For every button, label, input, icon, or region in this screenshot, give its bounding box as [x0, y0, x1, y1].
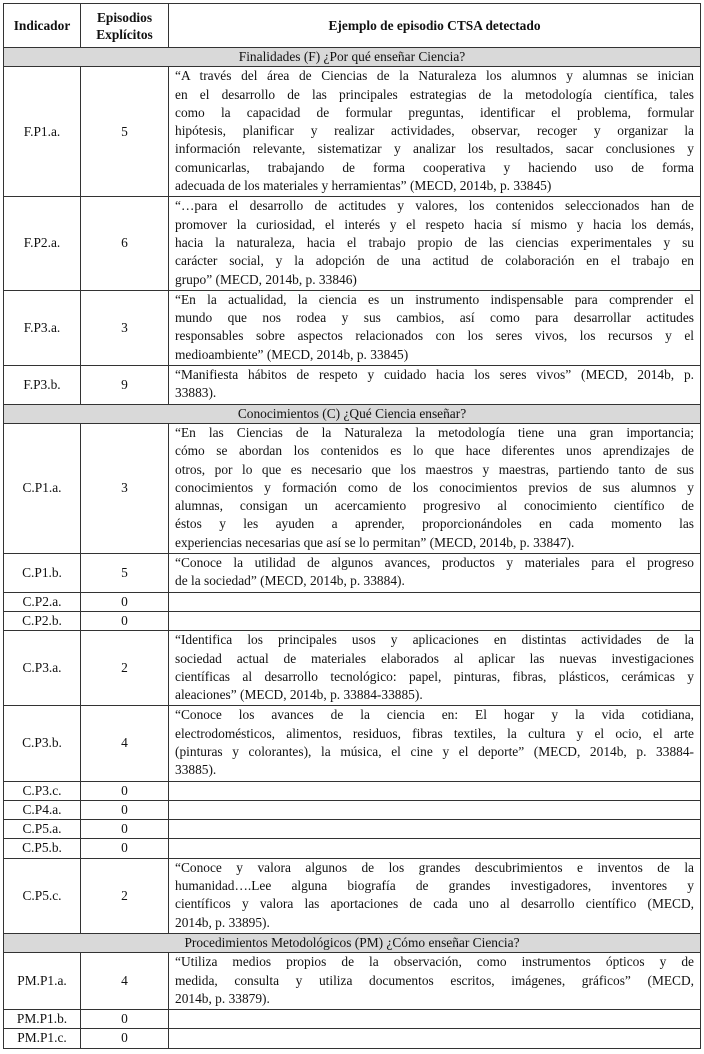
example-cell — [169, 631, 701, 706]
example-text-line: de la sociedad” (MECD, 2014b, p. 33884). — [175, 573, 405, 589]
example-text-line: “Conoce la utilidad de algunos avances, productos y materiales para el progreso — [175, 555, 694, 571]
example-text-line: hacia la naturaleza, hacia el trabajo propio de las ciencias experimentales y su — [175, 234, 694, 250]
indicator-cell: C.P1.a. — [4, 423, 81, 553]
example-text-line: “Utiliza medios propios de la observación, como instrumentos ópticos y de — [175, 954, 694, 970]
example-text-line: en el desarrollo de las principales estrategias de la metodología científica, tales — [175, 86, 694, 102]
table-row — [4, 706, 701, 781]
section-title: Finalidades (F) ¿Por qué enseñar Ciencia? — [4, 48, 701, 67]
example-cell — [169, 290, 701, 365]
section-header-row — [4, 404, 701, 423]
example-cell — [169, 839, 701, 858]
example-cell — [169, 706, 701, 781]
table-row — [4, 953, 701, 1010]
table-row — [4, 820, 701, 839]
indicator-cell: C.P3.b. — [4, 706, 81, 781]
episode-count-cell: 0 — [81, 839, 169, 858]
indicator-cell: C.P3.a. — [4, 631, 81, 706]
example-text-line: electrodomésticos, alimentos, residuos, fibras textiles, la cultura y el ocio, el arte — [175, 725, 694, 741]
example-text-line: “En las Ciencias de la Naturaleza la metodología tiene una gran importancia; — [175, 424, 694, 440]
episode-count-cell: 0 — [81, 820, 169, 839]
example-text-line: “…para el desarrollo de actitudes y valores, los contenidos seleccionados han de — [175, 198, 694, 214]
example-text-line: adecuada de los materiales y herramientas” (MECD, 2014b, p. 33845) — [175, 178, 552, 194]
episode-count-cell: 4 — [81, 953, 169, 1010]
table-row — [4, 290, 701, 365]
example-text-line: medida, consulta y utiliza documentos escritos, imágenes, gráficos” (MECD, — [175, 972, 694, 988]
example-cell — [169, 953, 701, 1010]
indicator-cell: PM.P1.c. — [4, 1029, 81, 1048]
section-title: Procedimientos Metodológicos (PM) ¿Cómo enseñar Ciencia? — [4, 933, 701, 952]
indicator-cell: F.P1.a. — [4, 67, 81, 197]
example-cell — [169, 858, 701, 933]
example-text-line: científicos y valora las aportaciones de cada uno al desarrollo científico (MECD, — [175, 896, 694, 912]
example-text-line: carácter social, y la adopción de una actitud de colaboración en el trabajo en — [175, 253, 694, 269]
example-text-line: otros, por lo que es necesario que los maestros y maestras, partiendo tanto de sus — [175, 461, 694, 477]
example-text-line: comunicarlas, trabajando de forma cooperativa y haciendo uso de forma — [175, 159, 694, 175]
example-text-line: éstos y les ayuden a aprender, proporcionándoles en cada momento las — [175, 516, 694, 532]
table-body — [4, 48, 701, 1049]
example-text-line: responsables sobre aspectos relacionados con los seres vivos, los recursos y el — [175, 328, 694, 344]
table-row — [4, 554, 701, 593]
indicator-cell: F.P2.a. — [4, 197, 81, 290]
example-text-line: “En la actualidad, la ciencia es un instrumento indispensable para comprender el — [175, 291, 694, 307]
example-text-line: “Conoce y valora algunos de los grandes descubrimientos e inventos de la — [175, 859, 694, 875]
episode-count-cell: 2 — [81, 858, 169, 933]
indicator-cell: PM.P1.b. — [4, 1010, 81, 1029]
episode-count-cell: 5 — [81, 554, 169, 593]
indicator-cell: F.P3.b. — [4, 366, 81, 405]
example-text-line: promover la curiosidad, el interés y el respeto hacia sí mismo y hacia los demás, — [175, 216, 694, 232]
episode-count-cell: 2 — [81, 631, 169, 706]
table-row — [4, 366, 701, 405]
example-text-line: 2014b, p. 33879). — [175, 990, 270, 1006]
table-row — [4, 858, 701, 933]
episode-count-cell: 0 — [81, 1029, 169, 1048]
table-row — [4, 592, 701, 611]
example-text-line: científicas al desarrollo tecnológico: papel, pinturas, fibras, plásticos, cerámicas y — [175, 668, 694, 684]
table-row — [4, 781, 701, 800]
indicator-cell: C.P1.b. — [4, 554, 81, 593]
episode-count-cell: 3 — [81, 423, 169, 553]
example-text-line: humanidad….Lee alguna biografía de grandes investigadores, inventores y — [175, 878, 694, 894]
example-cell — [169, 800, 701, 819]
example-text-line: medioambiente” (MECD, 2014b, p. 33845) — [175, 346, 409, 362]
example-text-line: conocimientos y formación como de los conocimientos previos de sus alumnos y — [175, 479, 694, 495]
example-cell — [169, 67, 701, 197]
indicator-cell: C.P2.b. — [4, 611, 81, 630]
table-row — [4, 839, 701, 858]
example-cell — [169, 1029, 701, 1048]
table-row — [4, 67, 701, 197]
episode-count-cell: 9 — [81, 366, 169, 405]
episode-count-cell: 0 — [81, 800, 169, 819]
episode-count-cell: 0 — [81, 592, 169, 611]
example-text-line: “Manifiesta hábitos de respeto y cuidado hacia los seres vivos” (MECD, 2014b, p. — [175, 367, 694, 383]
example-text-line: mundo que nos rodea y sus cambios, así como para desarrollar actitudes — [175, 310, 694, 326]
indicator-cell: C.P5.a. — [4, 820, 81, 839]
example-cell — [169, 781, 701, 800]
episode-count-cell: 5 — [81, 67, 169, 197]
indicator-cell: C.P2.a. — [4, 592, 81, 611]
episode-count-cell: 0 — [81, 611, 169, 630]
table-row — [4, 423, 701, 553]
episode-count-cell: 3 — [81, 290, 169, 365]
example-text-line: cómo se abordan los contenidos es lo que hace diferentes unos aprendizajes de — [175, 443, 694, 459]
example-text-line: 2014b, p. 33895). — [175, 914, 270, 930]
indicator-cell: C.P5.c. — [4, 858, 81, 933]
example-text-line: 33885). — [175, 762, 217, 778]
episode-count-cell: 4 — [81, 706, 169, 781]
section-header-row — [4, 933, 701, 952]
example-cell — [169, 197, 701, 290]
table-row — [4, 1010, 701, 1029]
table-row — [4, 1029, 701, 1048]
example-text-line: sociedad actual de materiales elaborados al aplicar las nuevas investigaciones — [175, 650, 694, 666]
example-text-line: “A través del área de Ciencias de la Naturaleza los alumnos y alumnas se inician — [175, 68, 694, 84]
example-cell — [169, 820, 701, 839]
example-text-line: hipótesis, planificar y realizar actividades, observar, recoger y organizar la — [175, 123, 694, 139]
indicator-cell: PM.P1.a. — [4, 953, 81, 1010]
header-indicador: Indicador — [4, 4, 81, 48]
table-row — [4, 631, 701, 706]
example-text-line: alumnas, consigan un acercamiento progresivo al conocimiento científico de — [175, 498, 694, 514]
episode-count-cell: 0 — [81, 1010, 169, 1029]
example-text-line: (pinturas y colorantes), la música, el cine y el deporte” (MECD, 2014b, p. 33884- — [175, 743, 694, 759]
indicator-cell: C.P5.b. — [4, 839, 81, 858]
example-text-line: “Conoce los avances de la ciencia en: El hogar y la vida cotidiana, — [175, 707, 694, 723]
example-text-line: información relevante, sistematizar y analizar los resultados, sacar conclusiones y — [175, 141, 694, 157]
table-row — [4, 800, 701, 819]
example-text-line: 33883). — [175, 385, 217, 401]
example-cell — [169, 1010, 701, 1029]
example-cell — [169, 554, 701, 593]
episode-count-cell: 6 — [81, 197, 169, 290]
example-text-line: aleaciones” (MECD, 2014b, p. 33884-33885). — [175, 687, 423, 703]
section-title: Conocimientos (C) ¿Qué Ciencia enseñar? — [4, 404, 701, 423]
table-header-row — [4, 4, 701, 48]
table-row — [4, 197, 701, 290]
indicator-cell: C.P4.a. — [4, 800, 81, 819]
indicator-cell: F.P3.a. — [4, 290, 81, 365]
example-text-line: grupo” (MECD, 2014b, p. 33846) — [175, 271, 357, 287]
table-row — [4, 611, 701, 630]
ctsa-indicators-table — [3, 3, 701, 1049]
episode-count-cell: 0 — [81, 781, 169, 800]
example-cell — [169, 366, 701, 405]
section-header-row — [4, 48, 701, 67]
example-text-line: “Identifica los principales usos y aplicaciones en distintas actividades de la — [175, 632, 694, 648]
header-ejemplo: Ejemplo de episodio CTSA detectado — [169, 4, 701, 48]
header-episodios: Episodios Explícitos — [81, 4, 169, 48]
example-cell — [169, 592, 701, 611]
indicator-cell: C.P3.c. — [4, 781, 81, 800]
example-text-line: experiencias necesarias que así se lo permitan” (MECD, 2014b, p. 33847). — [175, 534, 575, 550]
example-cell — [169, 423, 701, 553]
example-text-line: como la capacidad de formular preguntas, identificar el problema, formular — [175, 104, 694, 120]
example-cell — [169, 611, 701, 630]
